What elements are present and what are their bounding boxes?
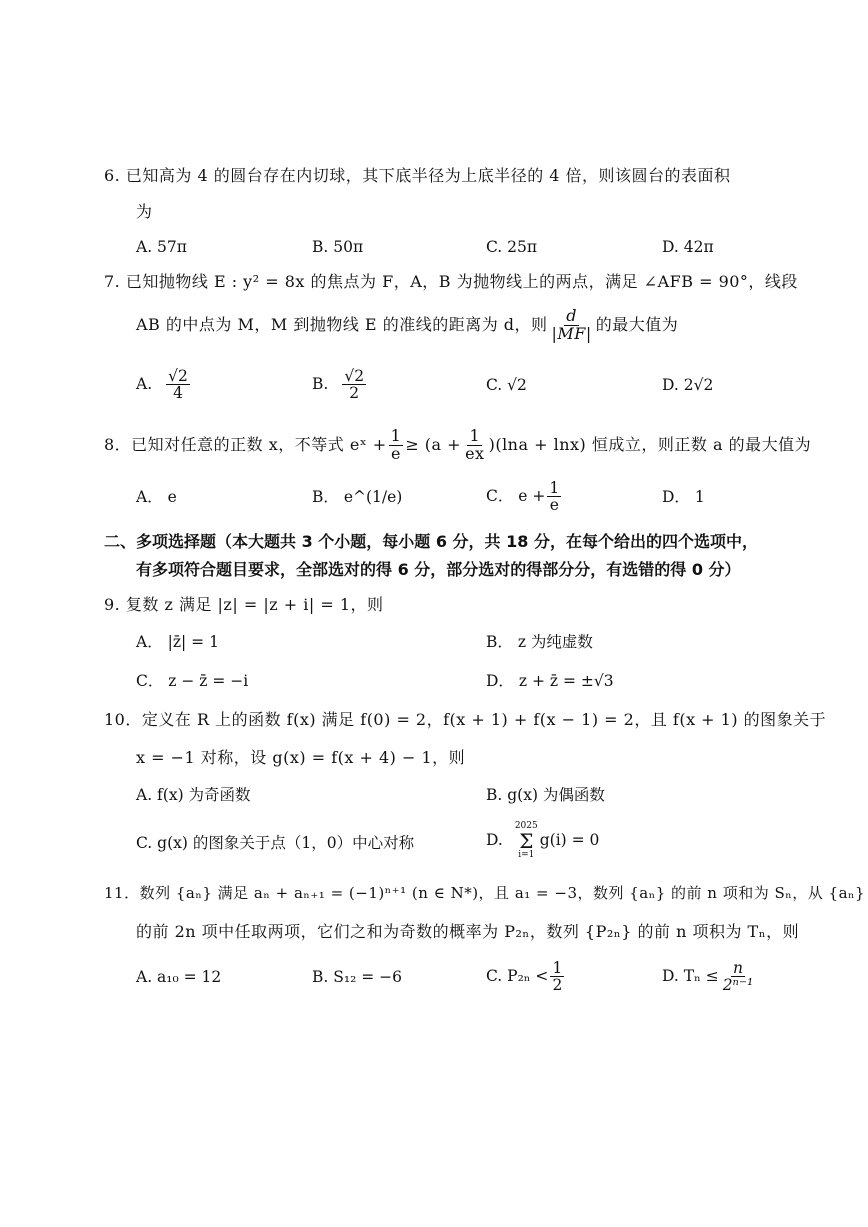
q7-line2-text: AB 的中点为 M，M 到抛物线 E 的准线的距离为 d，则 xyxy=(136,315,548,335)
q8-option-d: D． 1 xyxy=(662,488,705,506)
q6-option-c: C. 25π xyxy=(486,238,538,256)
q10-option-d-label: D. xyxy=(486,831,503,850)
q7-fraction xyxy=(550,308,594,343)
section2-heading-line1: 二、多项选择题（本大题共 3 个小题，每小题 6 分，共 18 分，在每个给出的四个选项中， xyxy=(104,532,758,551)
q11-option-c xyxy=(486,960,566,994)
q9-line1: 9. 复数 z 满足 |z| = |z + i| = 1，则 xyxy=(104,595,384,614)
q10-option-d xyxy=(486,822,599,860)
q6-line1: 6. 已知高为 4 的圆台存在内切球，其下底半径为上底半径的 4 倍，则该圆台的表面积 xyxy=(104,166,731,185)
q6-option-a: A. 57π xyxy=(136,238,187,256)
q7-frac-num: d xyxy=(566,306,578,325)
q7-option-a-frac xyxy=(166,368,190,402)
q11-line2: 的前 2n 项中任取两项，它们之和为奇数的概率为 P₂ₙ，数列 {P₂ₙ} 的前 n 项积为 Tₙ，则 xyxy=(136,922,800,941)
q8-option-c-num: 1 xyxy=(549,479,560,497)
q8-line1 xyxy=(104,428,811,463)
q11-option-d-den: 2ⁿ⁻¹ xyxy=(722,976,754,995)
q7-option-b-frac xyxy=(342,368,366,402)
q8-frac1-num: 1 xyxy=(390,426,402,445)
q11-option-c-label: C. P₂ₙ < xyxy=(486,967,549,986)
q8-option-b: B． e^(1/e) xyxy=(312,488,403,506)
q7-option-a xyxy=(136,368,192,402)
q6-option-d: D. 42π xyxy=(662,238,714,256)
q8-option-a: A． e xyxy=(136,488,177,506)
q7-option-b-num: √2 xyxy=(344,367,365,385)
q7-line2 xyxy=(136,308,678,343)
q7-line1: 7. 已知抛物线 E : y² = 8x 的焦点为 F，A，B 为抛物线上的两点，满足 ∠AFB = 90°，线段 xyxy=(104,272,798,291)
q9-option-c: C． z − z̄ = −i xyxy=(136,672,249,690)
q10-option-c: C. g(x) 的图象关于点（1，0）中心对称 xyxy=(136,834,415,852)
q11-option-d-frac xyxy=(721,960,756,994)
q7-line2-post: 的最大值为 xyxy=(595,315,679,335)
q10-line2: x = −1 对称，设 g(x) = f(x + 4) − 1，则 xyxy=(136,748,466,767)
q11-option-c-num: 1 xyxy=(552,959,563,977)
q10-line1: 10．定义在 R 上的函数 f(x) 满足 f(0) = 2，f(x + 1) + f(x − 1) = 2，且 f(x + 1) 的图象关于 xyxy=(104,710,827,729)
q7-option-a-num: √2 xyxy=(168,367,188,385)
q7-option-b xyxy=(312,368,368,402)
q9-option-b: B． z 为纯虚数 xyxy=(486,633,593,651)
q8-frac2-den: ex xyxy=(465,443,485,463)
q7-option-b-den: 2 xyxy=(349,384,360,403)
q11-option-a: A. a₁₀ = 12 xyxy=(136,968,222,986)
q8-frac2 xyxy=(463,428,487,463)
q8-line1-post: )(lna + lnx) 恒成立，则正数 a 的最大值为 xyxy=(488,435,812,455)
q7-option-a-label: A. xyxy=(136,375,153,394)
q8-frac1-den: e xyxy=(390,443,401,463)
q9-option-d: D． z + z̄ = ±√3 xyxy=(486,672,614,690)
q8-frac2-num: 1 xyxy=(469,426,481,445)
q8-option-c-label: C． e + xyxy=(486,487,546,506)
q11-line1: 11．数列 {aₙ} 满足 aₙ + aₙ₊₁ = (−1)ⁿ⁺¹ (n ∈ N*)，且 a₁ = −3，数列 {aₙ} 的前 n 项和为 Sₙ，从 {aₙ} xyxy=(104,884,866,902)
q11-option-c-den: 2 xyxy=(552,976,563,995)
q7-option-d: D. 2√2 xyxy=(662,376,714,394)
q8-option-c-den: e xyxy=(549,496,559,515)
q11-option-d-label: D. Tₙ ≤ xyxy=(662,967,719,986)
q10-sum-sigma: Σ xyxy=(519,829,534,853)
q10-option-d-expr: g(i) = 0 xyxy=(539,831,600,850)
q7-option-a-den: 4 xyxy=(173,384,183,403)
q6-option-b: B. 50π xyxy=(312,238,364,256)
q8-frac1 xyxy=(389,428,404,463)
q8-option-c-frac xyxy=(547,480,561,514)
q11-option-d-num: n xyxy=(732,959,743,977)
q10-option-b: B. g(x) 为偶函数 xyxy=(486,786,605,804)
q8-mid: ≥ (a + xyxy=(405,435,462,455)
q6-line2: 为 xyxy=(136,202,153,221)
q10-sum-symbol xyxy=(515,822,538,860)
q10-sum-top: 2025 xyxy=(514,821,538,831)
q11-option-c-frac xyxy=(550,960,564,994)
section2-heading-line2: 有多项符合题目要求，全部选对的得 6 分，部分选对的得部分分，有选错的得 0 分） xyxy=(136,560,741,579)
q11-option-b: B. S₁₂ = −6 xyxy=(312,968,402,986)
q10-sum-bottom: i=1 xyxy=(518,850,535,860)
q8-line1-pre: 8．已知对任意的正数 x，不等式 eˣ + xyxy=(104,435,387,455)
q8-option-c xyxy=(486,480,563,514)
q7-option-b-label: B. xyxy=(312,375,329,394)
q7-frac-den: |MF| xyxy=(551,323,592,343)
q10-option-a: A. f(x) 为奇函数 xyxy=(136,786,251,804)
q11-option-d xyxy=(662,960,757,994)
q7-option-c: C. √2 xyxy=(486,376,527,394)
q9-option-a: A． |z̄| = 1 xyxy=(136,633,219,651)
